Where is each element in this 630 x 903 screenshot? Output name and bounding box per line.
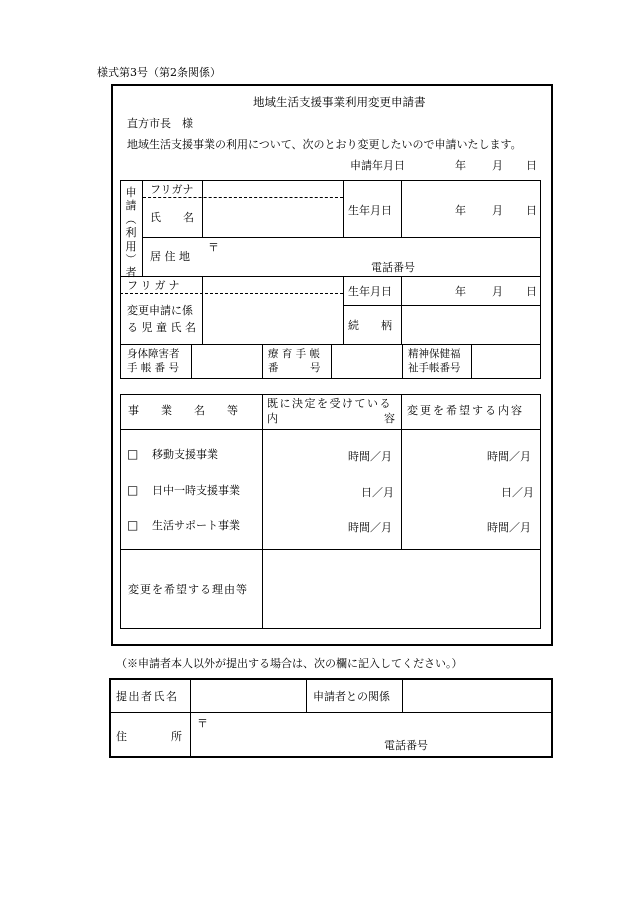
rehab-handbook-field[interactable] [332,345,401,378]
applicant-name-label: 氏 名 [150,211,194,224]
form-number: 様式第3号（第2条関係） [97,66,221,79]
decided-unit-3: 時間／月 [348,521,392,534]
mental-handbook-field[interactable] [472,345,540,378]
reason-field[interactable] [263,550,540,628]
child-name-label-2: る 児 童 氏 名 [127,321,196,334]
service-checkbox-3[interactable]: □ [127,518,139,532]
submitter-phone-label: 電話番号 [384,739,428,752]
applicant-address-label: 居 住 地 [150,250,190,263]
child-furigana-field[interactable] [203,277,342,292]
submitter-name-label: 提出者氏名 [116,690,179,703]
child-birth-day: 日 [526,285,537,298]
submitter-relation-label: 申請者との関係 [313,690,390,703]
service-name-header: 事 業 名 等 [128,404,238,417]
form-title: 地域生活支援事業利用変更申請書 [253,95,426,109]
child-name-field[interactable] [203,295,342,343]
decided-unit-2: 日／月 [361,486,394,499]
decided-content-header-1: 既に決定を受けている [267,397,392,410]
applicant-birth-field[interactable] [402,181,540,236]
service-name-1: 移動支援事業 [152,448,218,461]
date-year-unit: 年 [455,159,466,172]
applicant-birth-label: 生年月日 [348,204,392,217]
service-checkbox-1[interactable]: □ [127,447,139,461]
desired-unit-1: 時間／月 [487,450,531,463]
applicant-phone-label: 電話番号 [371,261,415,274]
desired-content-header: 変更を希望する内容 [407,404,524,417]
applicant-side-label: 申 請 ︵ 利 用 ︶ 者 [125,186,137,280]
decided-content-header-2a: 内 [267,412,278,425]
rehab-handbook-label-2: 番 号 [268,362,321,374]
decided-unit-1: 時間／月 [348,450,392,463]
service-name-2: 日中一時支援事業 [152,484,240,497]
desired-content-field[interactable] [402,430,540,548]
service-name-3: 生活サポート事業 [152,519,240,532]
child-name-label-1: 変更申請に係 [127,304,193,317]
decided-content-field[interactable] [263,430,400,548]
applicant-name-field[interactable] [203,199,342,236]
physical-handbook-label-2: 手 帳 番 号 [127,362,180,374]
decided-content-header-2b: 容 [384,412,395,425]
child-birth-month: 月 [492,285,503,298]
addressee: 直方市長 様 [127,117,193,130]
submitter-name-field[interactable] [191,680,305,711]
submitter-relation-field[interactable] [403,680,551,711]
submitter-address-label: 住 所 [116,730,182,743]
service-checkbox-2[interactable]: □ [127,483,139,497]
submitter-postal-mark: 〒 [197,717,208,730]
child-furigana-label: フリガナ [127,279,183,292]
date-day-unit: 日 [526,159,537,172]
applicant-birth-day: 日 [526,204,537,217]
child-birth-field[interactable] [402,277,540,304]
applicant-postal-mark: 〒 [208,241,219,254]
rehab-handbook-label-1: 療 育 手 帳 [268,348,321,360]
mental-handbook-label-1: 精神保健福 [408,348,461,360]
date-label: 申請年月日 [350,159,405,172]
applicant-birth-month: 月 [492,204,503,217]
applicant-furigana-label: フリガナ [150,183,194,196]
physical-handbook-label-1: 身体障害者 [127,348,180,360]
child-birth-label: 生年月日 [348,285,392,298]
submitter-address-field[interactable] [191,714,551,756]
applicant-furigana-field[interactable] [203,181,342,196]
reason-label: 変更を希望する理由等 [128,583,248,596]
desired-unit-2: 日／月 [501,486,534,499]
date-month-unit: 月 [492,159,503,172]
child-relation-label: 続 柄 [348,319,392,332]
child-relation-field[interactable] [402,306,540,343]
mental-handbook-label-2: 祉手帳番号 [408,362,461,374]
intro-text: 地域生活支援事業の利用について、次のとおり変更したいので申請いたします。 [127,138,522,151]
child-birth-year: 年 [455,285,466,298]
physical-handbook-field[interactable] [192,345,261,378]
desired-unit-3: 時間／月 [487,521,531,534]
applicant-address-field[interactable] [203,238,540,275]
applicant-birth-year: 年 [455,204,466,217]
submitter-note: （※申請者本人以外が提出する場合は、次の欄に記入してください。） [116,657,463,670]
